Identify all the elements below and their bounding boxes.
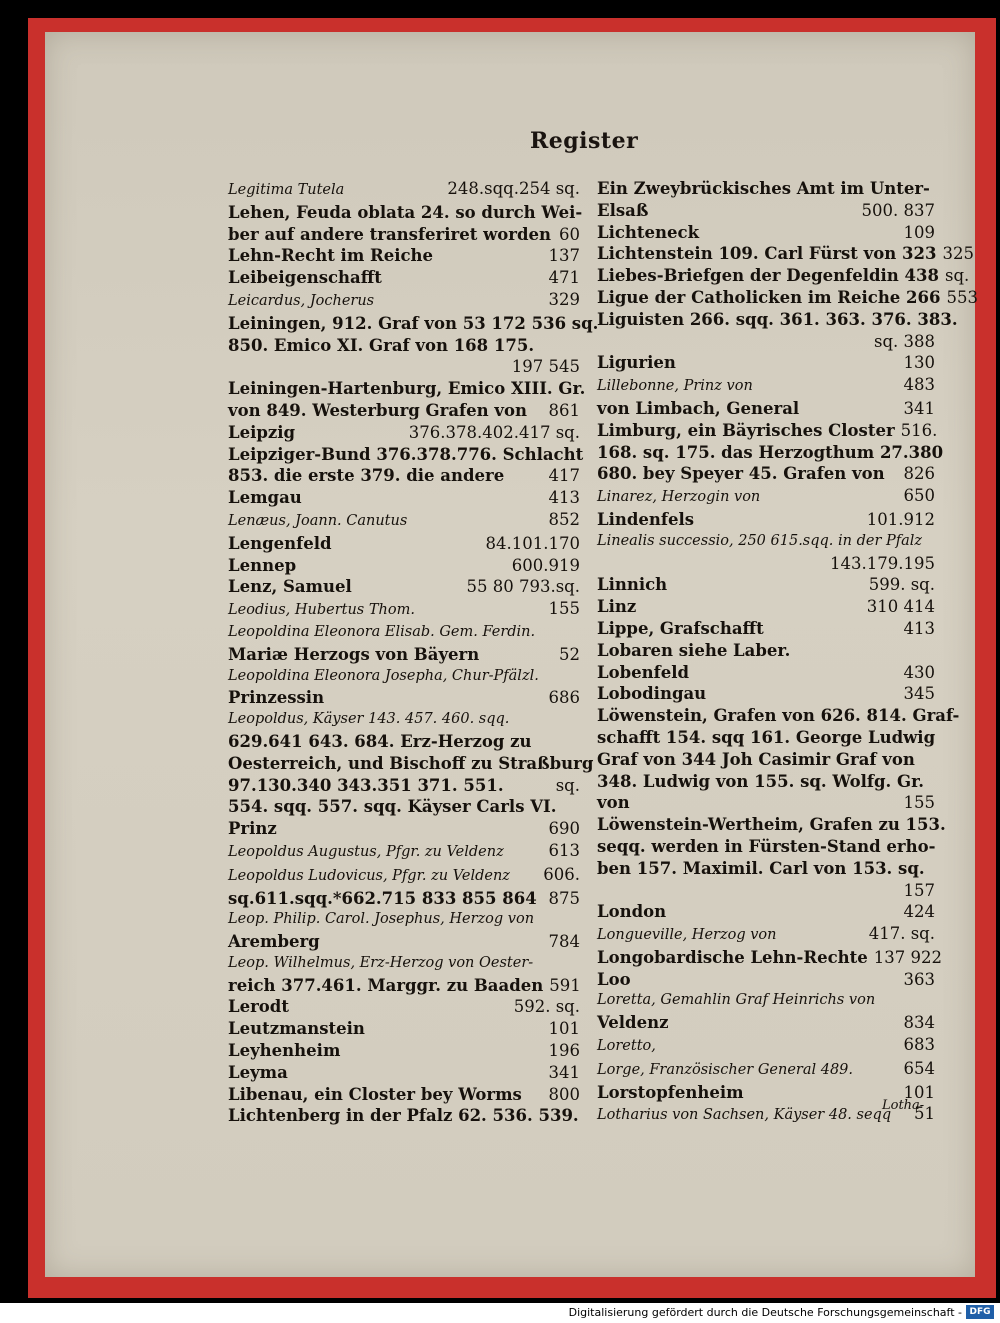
entry-pages: 130 xyxy=(903,353,935,373)
index-entry xyxy=(228,444,584,466)
entry-pages: sq. xyxy=(555,775,580,795)
entry-term: Linarez, Herzogin von xyxy=(597,489,761,506)
entry-term: Lorstopfenheim xyxy=(597,1082,744,1102)
entry-term: Lichteneck xyxy=(597,222,700,242)
entry-term: 554. sqq. 557. sqq. Käyser Carls VI. xyxy=(228,797,557,817)
index-entry xyxy=(228,818,580,840)
entry-term: Lehn-Recht im Reiche xyxy=(228,246,434,266)
entry-pages: 606. xyxy=(543,864,580,884)
index-entry xyxy=(597,705,960,727)
index-entry xyxy=(597,596,935,618)
index-entry xyxy=(597,749,935,771)
entry-pages: 417 xyxy=(548,466,580,486)
entry-term: Longobardische Lehn-Rechte xyxy=(597,947,868,967)
index-entry xyxy=(597,1034,935,1058)
entry-term: Leopoldus, Käyser 143. 457. 460. sqq. xyxy=(228,711,510,728)
index-entry xyxy=(597,509,935,531)
index-entry xyxy=(228,709,580,731)
index-entry xyxy=(597,309,958,331)
entry-term: Loretta, Gemahlin Graf Heinrichs von xyxy=(597,992,876,1009)
page-header: Register xyxy=(530,128,639,154)
entry-pages: 137 922 xyxy=(873,947,942,967)
entry-pages: 345 xyxy=(903,684,935,704)
index-entry xyxy=(597,618,935,640)
index-entry xyxy=(597,200,935,222)
entry-term: Ligurien xyxy=(597,353,676,373)
entry-term: Lippe, Grafschafft xyxy=(597,618,764,638)
entry-pages: 591 xyxy=(549,975,581,995)
entry-term: Lillebonne, Prinz von xyxy=(597,378,753,395)
entry-term: Linnich xyxy=(597,575,668,595)
entry-term: 850. Emico XI. Graf von 168 175. xyxy=(228,335,535,355)
index-entry xyxy=(597,901,935,923)
index-entry xyxy=(228,840,580,864)
entry-pages: 101 xyxy=(903,1082,935,1102)
entry-term: Ligue der Catholicken im Reiche 266 xyxy=(597,287,941,307)
entry-term: Lobaren siehe Laber. xyxy=(597,640,791,660)
entry-term: 629.641 643. 684. Erz-Herzog zu xyxy=(228,731,532,751)
index-entry xyxy=(228,313,599,335)
index-entry xyxy=(597,1012,935,1034)
entry-term: Lindenfels xyxy=(597,509,695,529)
entry-term: Prinzessin xyxy=(228,688,325,708)
index-entry xyxy=(228,796,580,818)
entry-term: Lotharius von Sachsen, Käyser 48. seqq xyxy=(597,1107,892,1124)
index-entry xyxy=(228,1062,580,1084)
dfg-logo: DFG xyxy=(966,1305,994,1319)
entry-term: von Limbach, General xyxy=(597,398,800,418)
entry-term: von 849. Westerburg Grafen von xyxy=(228,400,527,420)
entry-term: Libenau, ein Closter bey Worms xyxy=(228,1084,522,1104)
index-entry xyxy=(228,487,580,509)
entry-pages: 800 xyxy=(548,1084,580,1104)
entry-term: Leyhenheim xyxy=(228,1041,341,1061)
index-entry xyxy=(597,178,935,200)
index-entry xyxy=(597,442,944,464)
entry-term: Ein Zweybrückisches Amt im Unter- xyxy=(597,179,930,198)
index-entry xyxy=(597,727,935,749)
entry-pages: 84.101.170 xyxy=(485,533,580,553)
index-entry xyxy=(597,287,978,309)
entry-pages: 155 xyxy=(548,599,580,619)
entry-pages: 196 xyxy=(548,1041,580,1061)
index-entry xyxy=(228,996,580,1018)
index-entry xyxy=(228,975,580,997)
entry-pages: 55 80 793.sq. xyxy=(466,577,580,597)
entry-term: 97.130.340 343.351 371. 551. xyxy=(228,775,504,795)
entry-term: Lerodt xyxy=(228,997,289,1017)
entry-term: Veldenz xyxy=(597,1013,669,1033)
index-entry xyxy=(228,509,580,533)
entry-pages: 861 xyxy=(548,400,580,420)
index-entry xyxy=(228,335,580,357)
entry-term: Lichtenstein 109. Carl Fürst von 323 xyxy=(597,244,937,264)
entry-term: Lennep xyxy=(228,555,297,575)
left-index-column xyxy=(228,178,599,1127)
index-entry xyxy=(228,576,580,598)
entry-pages: sq. xyxy=(944,266,970,286)
entry-term: sq.611.sqq.*662.715 833 855 864 xyxy=(228,888,537,908)
index-entry xyxy=(597,814,946,836)
entry-pages: 109 xyxy=(903,222,935,242)
entry-term: Lengenfeld xyxy=(228,533,332,553)
index-entry xyxy=(597,836,935,858)
entry-term: 348. Ludwig von 155. sq. Wolfg. Gr. xyxy=(597,771,924,791)
footer-credit: Digitalisierung gefördert durch die Deutsche Forschungsgemeinschaft - xyxy=(568,1306,962,1319)
index-entry xyxy=(228,1084,580,1106)
entry-term: Lenæus, Joann. Canutus xyxy=(228,512,408,529)
entry-pages: 683 xyxy=(903,1035,935,1055)
index-entry xyxy=(597,1058,935,1082)
index-entry xyxy=(228,775,580,797)
index-entry xyxy=(228,378,586,400)
entry-term: Leopoldina Eleonora Josepha, Chur-Pfälzl. xyxy=(228,667,539,684)
entry-pages: 654 xyxy=(903,1058,935,1078)
entry-term: schafft 154. sqq 161. George Ludwig xyxy=(597,727,936,747)
entry-term: Leibeigenschafft xyxy=(228,268,382,288)
index-entry xyxy=(597,683,935,705)
entry-pages: 51 xyxy=(914,1104,935,1124)
entry-term: Löwenstein, Grafen von 626. 814. Graf- xyxy=(597,706,960,726)
index-entry xyxy=(228,400,580,422)
entry-term: Lenz, Samuel xyxy=(228,577,352,597)
index-entry xyxy=(597,574,935,596)
entry-term: Loretto, xyxy=(597,1038,656,1055)
entry-pages: 599. sq. xyxy=(868,575,935,595)
entry-term: 168. sq. 175. das Herzogthum 27.380 xyxy=(597,442,944,462)
index-entry xyxy=(597,771,935,793)
entry-term: 853. die erste 379. die andere xyxy=(228,466,505,486)
entry-pages: 417. sq. xyxy=(868,924,935,944)
entry-term: Lemgau xyxy=(228,488,302,508)
index-entry xyxy=(228,644,580,666)
entry-pages: 52 xyxy=(559,644,580,664)
entry-term: Leopoldus Ludovicus, Pfgr. zu Veldenz xyxy=(228,867,510,884)
index-entry xyxy=(228,533,580,555)
footer-bar xyxy=(0,1303,1000,1323)
entry-pages: 310 414 xyxy=(866,597,935,617)
entry-pages: 60 xyxy=(559,224,580,244)
entry-term: Leopoldina Eleonora Elisab. Gem. Ferdin. xyxy=(228,623,536,640)
entry-term: Leop. Philip. Carol. Josephus, Herzog von xyxy=(228,911,535,928)
entry-pages: 852 xyxy=(548,509,580,529)
entry-term: Limburg, ein Bäyrisches Closter xyxy=(597,420,895,440)
entry-pages: 143.179.195 xyxy=(830,553,935,573)
entry-pages: 500. 837 xyxy=(861,200,935,220)
index-entry xyxy=(228,555,580,577)
entry-term: 680. bey Speyer 45. Grafen von xyxy=(597,464,885,484)
entry-term: Mariæ Herzogs von Bäyern xyxy=(228,644,480,664)
index-entry xyxy=(228,888,580,910)
entry-term: Linealis successio, 250 615.sqq. in der Pfalz xyxy=(597,532,923,549)
entry-pages: 341 xyxy=(548,1062,580,1082)
index-entry xyxy=(597,553,935,575)
index-entry xyxy=(597,463,935,485)
index-entry xyxy=(597,374,935,398)
index-entry xyxy=(228,1105,580,1127)
index-entry xyxy=(228,178,580,202)
entry-pages: 248.sqq.254 sq. xyxy=(447,179,580,198)
entry-pages: 424 xyxy=(903,902,935,922)
index-entry xyxy=(228,465,580,487)
index-entry xyxy=(228,422,580,444)
entry-pages: 101.912 xyxy=(866,509,935,529)
entry-pages: 137 xyxy=(548,246,580,266)
index-entry xyxy=(228,267,580,289)
entry-term: Elsaß xyxy=(597,200,649,220)
entry-term: seqq. werden in Fürsten-Stand erho- xyxy=(597,836,936,856)
index-entry xyxy=(228,687,580,709)
entry-term: Leiningen-Hartenburg, Emico XIII. Gr. xyxy=(228,379,586,399)
entry-pages: 834 xyxy=(903,1013,935,1033)
entry-term: Leipzig xyxy=(228,422,296,442)
entry-pages: 157 xyxy=(903,880,935,900)
entry-term: Linz xyxy=(597,597,637,617)
index-entry xyxy=(228,931,580,953)
entry-pages: 600.919 xyxy=(511,555,580,575)
entry-term: Prinz xyxy=(228,819,277,839)
right-index-column xyxy=(597,178,978,1127)
entry-term: Loo xyxy=(597,969,631,989)
entry-term: Leiningen, 912. Graf von 53 172 536 sq. xyxy=(228,313,599,333)
entry-pages: sq. 388 xyxy=(873,331,935,351)
entry-pages: 690 xyxy=(548,819,580,839)
index-entry xyxy=(597,265,970,287)
entry-term: Legitima Tutela xyxy=(228,182,345,198)
entry-pages: 784 xyxy=(548,932,580,952)
index-entry xyxy=(228,289,580,313)
entry-pages: 155 xyxy=(903,793,935,813)
index-entry xyxy=(597,531,935,553)
index-entry xyxy=(228,1018,580,1040)
index-entry xyxy=(228,753,594,775)
entry-pages: 430 xyxy=(903,662,935,682)
entry-term: Lichtenberg in der Pfalz 62. 536. 539. xyxy=(228,1106,579,1126)
index-entry xyxy=(228,864,580,888)
index-entry xyxy=(228,202,583,224)
entry-pages: 826 xyxy=(903,464,935,484)
index-entry xyxy=(228,598,580,622)
entry-pages: 613 xyxy=(548,840,580,860)
entry-term: Longueville, Herzog von xyxy=(597,927,777,944)
index-entry xyxy=(597,331,935,353)
entry-pages: 376.378.402.417 sq. xyxy=(408,422,580,442)
entry-pages: 413 xyxy=(548,488,580,508)
entry-term: Löwenstein-Wertheim, Grafen zu 153. xyxy=(597,815,946,835)
index-entry xyxy=(228,622,580,644)
entry-term: reich 377.461. Marggr. zu Baaden xyxy=(228,975,544,995)
entry-pages: 686 xyxy=(548,688,580,708)
entry-term: Leipziger-Bund 376.378.776. Schlacht xyxy=(228,444,584,464)
index-entry xyxy=(228,224,580,246)
index-entry xyxy=(228,245,580,267)
entry-pages: 197 545 xyxy=(511,357,580,377)
entry-term: Lobodingau xyxy=(597,684,707,704)
entry-term: Leop. Wilhelmus, Erz-Herzog von Oester- xyxy=(228,954,534,971)
index-entry xyxy=(597,923,935,947)
index-entry xyxy=(597,858,935,880)
entry-pages: 325 xyxy=(942,244,974,264)
entry-pages: 363 xyxy=(903,969,935,989)
entry-term: Liebes-Briefgen der Degenfeldin 438 xyxy=(597,266,939,286)
entry-pages: 483 xyxy=(903,375,935,395)
index-entry xyxy=(597,640,935,662)
entry-term: Lehen, Feuda oblata 24. so durch Wei- xyxy=(228,202,583,222)
entry-pages: 471 xyxy=(548,268,580,288)
index-entry xyxy=(597,880,935,902)
entry-term: Leodius, Hubertus Thom. xyxy=(228,602,415,619)
entry-term: Leutzmanstein xyxy=(228,1019,365,1039)
entry-pages: 875 xyxy=(548,888,580,908)
index-entry xyxy=(597,398,935,420)
entry-term: Aremberg xyxy=(228,932,320,952)
index-entry xyxy=(597,662,935,684)
index-entry xyxy=(597,352,935,374)
index-entry xyxy=(597,969,935,991)
entry-term: Leopoldus Augustus, Pfgr. zu Veldenz xyxy=(228,843,504,860)
entry-pages: 101 xyxy=(548,1019,580,1039)
index-entry xyxy=(597,420,938,442)
entry-pages: 329 xyxy=(548,289,580,309)
index-entry xyxy=(228,909,580,931)
entry-pages: 341 xyxy=(903,398,935,418)
index-entry xyxy=(597,947,942,969)
entry-term: Lobenfeld xyxy=(597,662,690,682)
entry-term: Graf von 344 Joh Casimir Graf von xyxy=(597,749,915,769)
entry-term: Leicardus, Jocherus xyxy=(228,292,375,309)
entry-term: von xyxy=(597,793,630,813)
entry-pages: 650 xyxy=(903,486,935,506)
index-entry xyxy=(228,356,580,378)
index-entry xyxy=(597,222,935,244)
index-entry xyxy=(228,953,580,975)
index-entry xyxy=(228,666,580,688)
entry-term: Oesterreich, und Bischoff zu Straßburg xyxy=(228,753,594,773)
index-entry xyxy=(228,1040,580,1062)
catchword: Lotha- xyxy=(882,1098,925,1113)
index-entry xyxy=(228,731,580,753)
entry-pages: 553 xyxy=(946,287,978,307)
entry-pages: 516. xyxy=(900,420,938,440)
index-entry xyxy=(597,243,974,265)
entry-term: ber auf andere transferiret worden xyxy=(228,224,551,244)
entry-term: London xyxy=(597,902,667,922)
index-entry xyxy=(597,990,935,1012)
entry-pages: 592. sq. xyxy=(513,997,580,1017)
entry-term: Lorge, Französischer General 489. xyxy=(597,1061,854,1078)
index-entry xyxy=(597,792,935,814)
entry-term: Liguisten 266. sqq. 361. 363. 376. 383. xyxy=(597,309,958,329)
entry-pages: 413 xyxy=(903,618,935,638)
entry-term: ben 157. Maximil. Carl von 153. sq. xyxy=(597,858,925,878)
entry-term: Leyma xyxy=(228,1062,288,1082)
index-entry xyxy=(597,485,935,509)
